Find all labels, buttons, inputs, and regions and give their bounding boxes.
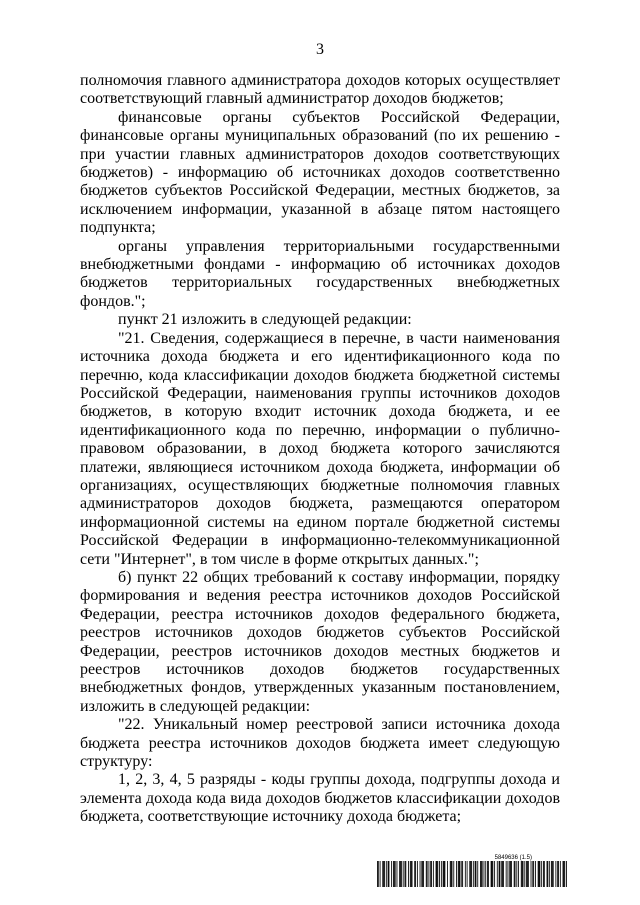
barcode-bar [452, 861, 453, 887]
paragraph: финансовые органы субъектов Российской Федерации, финансовые органы муниципальных образований (по их решению - при участии главных администраторов доходов соответствующих бюджетов) - информацию об источниках доходов соответственно бюджетов субъектов Российской Федерации, местных бюджетов, за исключением информации, указанной в абзаце пятом настоящего подпункта; [80, 108, 560, 237]
barcode [377, 861, 567, 887]
barcode-bar [539, 861, 540, 887]
barcode-bar [386, 861, 387, 887]
barcode-bar [450, 861, 451, 887]
barcode-bar [465, 861, 466, 887]
barcode-bar [410, 861, 411, 887]
barcode-bar [526, 861, 527, 887]
page-number: 3 [316, 41, 324, 58]
barcode-bar [480, 861, 481, 887]
barcode-bar [423, 861, 424, 887]
barcode-bar [518, 861, 519, 887]
barcode-bar [453, 861, 454, 887]
barcode-bar [511, 861, 512, 887]
barcode-bar [430, 861, 431, 887]
barcode-bar [437, 861, 438, 887]
barcode-bar [394, 861, 395, 887]
barcode-bar [436, 861, 437, 887]
barcode-bar [467, 861, 468, 887]
barcode-bar [431, 861, 432, 887]
barcode-bar [405, 861, 406, 887]
barcode-bar [481, 861, 482, 887]
barcode-bar [469, 861, 470, 887]
barcode-bar [499, 861, 500, 887]
barcode-bar [401, 861, 402, 887]
barcode-bar [563, 861, 564, 887]
barcode-bar [502, 861, 503, 887]
barcode-bar [462, 861, 463, 887]
barcode-bar [528, 861, 529, 887]
barcode-bar [531, 861, 532, 887]
barcode-bar [473, 861, 474, 887]
barcode-bar [377, 861, 378, 887]
barcode-bar [414, 861, 415, 887]
barcode-bar [563, 861, 564, 887]
barcode-bar [395, 861, 396, 887]
barcode-bar [527, 861, 528, 887]
barcode-bar [444, 861, 445, 887]
barcode-bar [405, 861, 406, 887]
barcode-bar [421, 861, 422, 887]
barcode-bar [417, 861, 418, 887]
barcode-bar [547, 861, 548, 887]
barcode-bar [532, 861, 533, 887]
barcode-bar [492, 861, 493, 887]
barcode-bar [400, 861, 401, 887]
barcode-bar [485, 861, 486, 887]
barcode-bar [412, 861, 413, 887]
barcode-bar [384, 861, 385, 887]
barcode-bar [509, 861, 510, 887]
barcode-bar [461, 861, 462, 887]
barcode-bar [428, 861, 429, 887]
barcode-bar [543, 861, 544, 887]
barcode-bar [535, 861, 536, 887]
barcode-bar [443, 861, 444, 887]
paragraph: "22. Уникальный номер реестровой записи источника дохода бюджета реестра источников доходов бюджета имеет следующую структуру: [80, 716, 560, 771]
barcode-bar [508, 861, 509, 887]
barcode-bar [484, 861, 485, 887]
barcode-bar [503, 861, 504, 887]
barcode-bar [516, 861, 517, 887]
barcode-bar [393, 861, 394, 887]
barcode-bar [470, 861, 471, 887]
barcode-bar [522, 861, 523, 887]
barcode-bar [388, 861, 389, 887]
barcode-bar [399, 861, 400, 887]
barcode-bar [521, 861, 522, 887]
paragraph: "21. Сведения, содержащиеся в перечне, в части наименования источника дохода бюджета и его идентификационного кода по перечню, кода классификации доходов бюджета бюджетной системы Российской Федерации, наименования группы источников доходов бюджетов, в которую входит источник дохода бюджета, и ее идентификационного кода по перечню, информации о публично-правовом образовании, в доход бюджета которого зачисляются платежи, являющиеся источником дохода бюджета, информации об организациях, осуществляющих бюджетные полномочия главных администраторов доходов бюджета, размещаются оператором информационной системы на едином портале бюджетной системы Российской Федерации в информационно-телекоммуникационной сети "Интернет", в том числе в форме открытых данных."; [80, 329, 560, 568]
barcode-bar [506, 861, 507, 887]
barcode-bar [514, 861, 515, 887]
barcode-bar [383, 861, 384, 887]
barcode-bar [538, 861, 539, 887]
barcode-bar [403, 861, 404, 887]
barcode-bar [510, 861, 511, 887]
barcode-bar [501, 861, 502, 887]
barcode-bar [477, 861, 478, 887]
barcode-bar [500, 861, 501, 887]
barcode-bar [458, 861, 459, 887]
barcode-bar [471, 861, 472, 887]
barcode-bar [411, 861, 412, 887]
barcode-bar [439, 861, 440, 887]
barcode-bar [547, 861, 548, 887]
barcode-bar [444, 861, 445, 887]
barcode-bar [459, 861, 460, 887]
barcode-bar [447, 861, 448, 887]
barcode-bar [551, 861, 552, 887]
document-code: 5849636 (1.5) [494, 855, 532, 861]
barcode-bar [524, 861, 525, 887]
barcode-bar [420, 861, 421, 887]
barcode-bar [492, 861, 493, 887]
barcode-bar [564, 861, 565, 887]
barcode-bar [491, 861, 492, 887]
barcode-bar [557, 861, 558, 887]
barcode-bar [476, 861, 477, 887]
barcode-bar [523, 861, 524, 887]
paragraph: пункт 21 изложить в следующей редакции: [118, 311, 412, 329]
barcode-bar [544, 861, 545, 887]
barcode-bar [378, 861, 379, 887]
paragraph: б) пункт 22 общих требований к составу информации, порядку формирования и ведения реестра источников доходов Российской Федерации, реестра источников доходов федерального бюджета, реестров источников доходов бюджетов субъектов Российской Федерации, реестров источников доходов местных бюджетов и реестров источников доходов бюджетов государственных внебюджетных фондов, утвержденных указанным постановлением, изложить в следующей редакции: [80, 568, 560, 715]
barcode-bar [539, 861, 540, 887]
barcode-bar [382, 861, 383, 887]
barcode-bar [451, 861, 452, 887]
barcode-bar [433, 861, 434, 887]
barcode-bar [389, 861, 390, 887]
barcode-bar [566, 861, 567, 887]
barcode-bar [422, 861, 423, 887]
barcode-bar [541, 861, 542, 887]
barcode-bar [415, 861, 416, 887]
barcode-bar [460, 861, 461, 887]
paragraph: органы управления территориальными государственными внебюджетными фондами - информацию об источниках доходов бюджетов территориальных государственных внебюджетных фондов."; [80, 237, 560, 310]
barcode-bar [560, 861, 561, 887]
barcode-bar [426, 861, 427, 887]
barcode-bar [555, 861, 556, 887]
paragraph: полномочия главного администратора доходов которых осуществляет соответствующий главный администратор доходов бюджетов; [80, 72, 560, 108]
barcode-bar [549, 861, 550, 887]
barcode-bar [391, 861, 392, 887]
barcode-bar [482, 861, 483, 887]
barcode-bar [487, 861, 488, 887]
barcode-bar [497, 861, 498, 887]
barcode-bar [515, 861, 516, 887]
paragraph: 1, 2, 3, 4, 5 разряды - коды группы дохода, подгруппы дохода и элемента дохода кода вида доходов бюджетов классификации доходов бюджета, соответствующие источнику дохода бюджета; [80, 771, 560, 826]
barcode-bar [553, 861, 554, 887]
barcode-bar [475, 861, 476, 887]
barcode-bar [408, 861, 409, 887]
barcode-bar [397, 861, 398, 887]
barcode-bar [436, 861, 437, 887]
barcode-bar [427, 861, 428, 887]
barcode-bar [558, 861, 559, 887]
barcode-bar [533, 861, 534, 887]
barcode-bar [488, 861, 489, 887]
barcode-bar [552, 861, 553, 887]
barcode-bar [441, 861, 442, 887]
barcode-bar [380, 861, 381, 887]
document-body [80, 72, 560, 827]
barcode-bar [494, 861, 495, 887]
barcode-bar [456, 861, 457, 887]
